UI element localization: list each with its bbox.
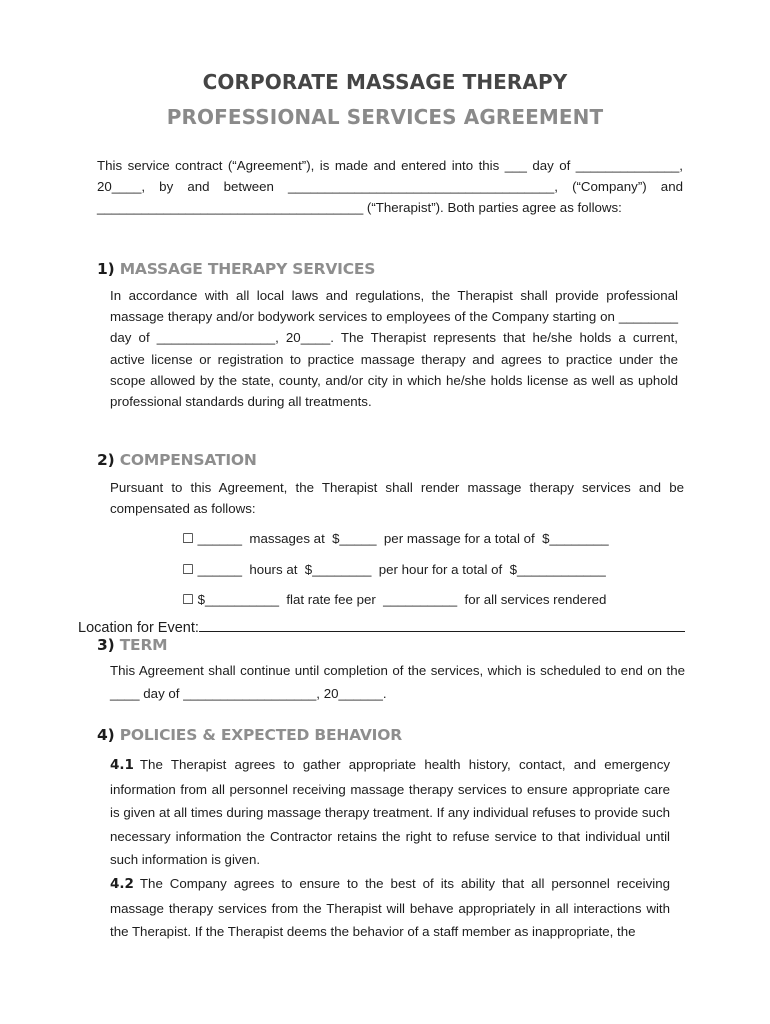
section-3-number: 3) (97, 636, 115, 654)
section-1-number: 1) (97, 260, 115, 278)
document-title: CORPORATE MASSAGE THERAPY (202, 70, 568, 94)
section-3-heading (97, 636, 167, 654)
policy-4-2 (110, 872, 670, 944)
document-subtitle: PROFESSIONAL SERVICES AGREEMENT (166, 105, 604, 129)
event-location-line[interactable] (199, 617, 685, 632)
policy-4-2-number: 4.2 (110, 876, 134, 892)
section-3-title: TERM (119, 636, 168, 654)
section-4-number: 4) (97, 726, 115, 744)
compensation-option-hours[interactable]: ☐ ______ hours at $________ per hour for a total of $____________ (182, 562, 606, 577)
section-3-body: This Agreement shall continue until completion of the services, which is scheduled to end on the ____ day of __________________, 20______. (110, 663, 685, 701)
compensation-option-massages[interactable]: ☐ ______ massages at $_____ per massage for a total of $________ (182, 531, 609, 546)
policy-4-1-number: 4.1 (110, 757, 134, 773)
section-1-title: MASSAGE THERAPY SERVICES (119, 260, 376, 278)
section-2-number: 2) (97, 451, 115, 469)
compensation-option-flat-rate[interactable]: ☐ $__________ flat rate fee per __________ for all services rendered (182, 592, 607, 607)
policy-4-1-text: The Therapist agrees to gather appropriate health history, contact, and emergency information from all personnel receiving massage therapy services to ensure appropriate care is given at all times during massage therapy treatment. If any individual refuses to provide such necessary information the Contractor retains the right to refuse service to that individual until such information is given. (110, 757, 670, 867)
event-location-label: Location for Event: (78, 620, 199, 636)
section-1-heading (97, 260, 375, 278)
section-2-heading (97, 451, 257, 469)
section-2-body: Pursuant to this Agreement, the Therapist shall render massage therapy services and be compensated as follows: (110, 480, 684, 517)
section-1-body: In accordance with all local laws and regulations, the Therapist shall provide professional massage therapy and/or bodywork services to employees of the Company starting on ________ day of ________________, 20____. The Therapist represents that he/she holds a current, active license or registration to practice massage therapy and agrees to practice under the scope allowed by the state, county, and/or city in which he/she holds license as well as uphold professional standards during all treatments. (110, 288, 678, 410)
section-2-title: COMPENSATION (119, 451, 257, 469)
policy-4-2-text: The Company agrees to ensure to the best of its ability that all personnel receiving massage therapy services from the Therapist will behave appropriately in all interactions with the Therapist. If the Therapist deems the behavior of a staff member as inappropriate, the (110, 876, 670, 939)
intro-paragraph: This service contract (“Agreement”), is made and entered into this ___ day of ______________, 20____, by and between ____________________________________, (“Company”) and ____________________________________ (“Therapist”). Both parties agree as follows: (97, 158, 683, 216)
section-4-title: POLICIES & EXPECTED BEHAVIOR (119, 726, 402, 744)
event-location-field[interactable] (78, 617, 685, 636)
section-4-heading (97, 726, 402, 744)
policy-4-1 (110, 753, 670, 872)
